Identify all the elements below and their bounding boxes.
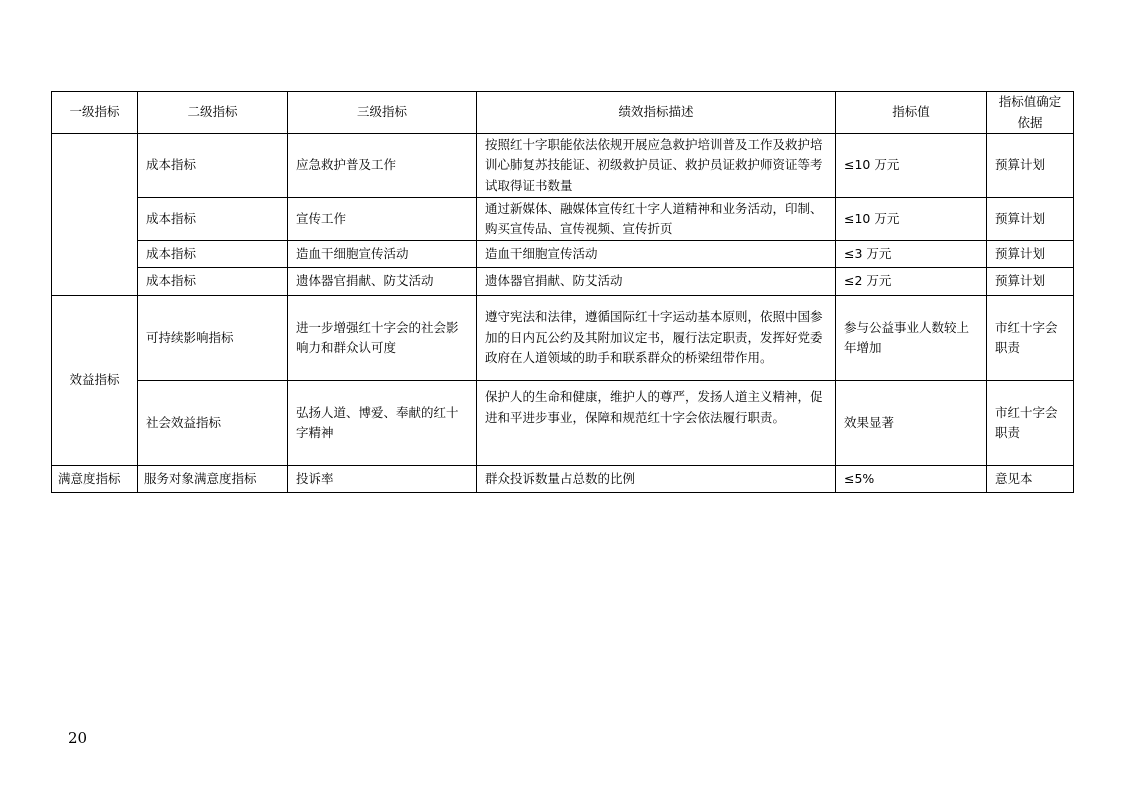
basis-cell: 市红十字会职责 (987, 381, 1074, 466)
level2-cell: 服务对象满意度指标 (138, 466, 288, 493)
table-row (52, 381, 1074, 466)
level3-cell: 造血干细胞宣传活动 (288, 241, 477, 268)
level2-cell: 成本指标 (138, 241, 288, 268)
level2-cell: 社会效益指标 (138, 381, 288, 466)
basis-cell: 预算计划 (987, 134, 1074, 198)
level2-cell: 成本指标 (138, 268, 288, 296)
basis-cell: 预算计划 (987, 268, 1074, 296)
level2-cell: 成本指标 (138, 134, 288, 198)
header-level3: 三级指标 (288, 92, 477, 134)
level3-cell: 遗体器官捐献、防艾活动 (288, 268, 477, 296)
level3-cell: 进一步增强红十字会的社会影响力和群众认可度 (288, 296, 477, 381)
performance-indicator-table (51, 91, 1074, 493)
header-basis: 指标值确定依据 (987, 92, 1074, 134)
basis-cell: 意见本 (987, 466, 1074, 493)
basis-cell: 市红十字会职责 (987, 296, 1074, 381)
level3-cell: 投诉率 (288, 466, 477, 493)
level1-cell-empty (52, 134, 138, 296)
table-row (52, 241, 1074, 268)
header-level2: 二级指标 (138, 92, 288, 134)
level3-cell: 宣传工作 (288, 198, 477, 241)
basis-cell: 预算计划 (987, 241, 1074, 268)
description-cell: 遗体器官捐献、防艾活动 (477, 268, 836, 296)
value-cell: 效果显著 (836, 381, 987, 466)
description-cell: 通过新媒体、融媒体宣传红十字人道精神和业务活动，印制、购买宣传品、宣传视频、宣传折页 (477, 198, 836, 241)
table-row (52, 134, 1074, 198)
level1-cell-benefit: 效益指标 (52, 296, 138, 466)
description-cell: 造血干细胞宣传活动 (477, 241, 836, 268)
table-row (52, 268, 1074, 296)
description-cell: 群众投诉数量占总数的比例 (477, 466, 836, 493)
value-cell: ≤2 万元 (836, 268, 987, 296)
value-cell: ≤10 万元 (836, 198, 987, 241)
level3-cell: 弘扬人道、博爱、奉献的红十字精神 (288, 381, 477, 466)
level2-cell: 成本指标 (138, 198, 288, 241)
description-cell: 按照红十字职能依法依规开展应急救护培训普及工作及救护培训心肺复苏技能证、初级救护员证、救护员证救护师资证等考试取得证书数量 (477, 134, 836, 198)
table-header-row (52, 92, 1074, 134)
description-cell: 保护人的生命和健康，维护人的尊严，发扬人道主义精神，促进和平进步事业，保障和规范红十字会依法履行职责。 (477, 381, 836, 466)
level2-cell: 可持续影响指标 (138, 296, 288, 381)
description-cell: 遵守宪法和法律，遵循国际红十字运动基本原则，依照中国参加的日内瓦公约及其附加议定书，履行法定职责，发挥好党委政府在人道领域的助手和联系群众的桥梁纽带作用。 (477, 296, 836, 381)
value-cell: ≤5% (836, 466, 987, 493)
level3-cell: 应急救护普及工作 (288, 134, 477, 198)
table-row (52, 198, 1074, 241)
value-cell: 参与公益事业人数较上年增加 (836, 296, 987, 381)
table-row (52, 296, 1074, 381)
table-row (52, 466, 1074, 493)
value-cell: ≤10 万元 (836, 134, 987, 198)
page-number: 20 (68, 729, 88, 747)
header-description: 绩效指标描述 (477, 92, 836, 134)
value-cell: ≤3 万元 (836, 241, 987, 268)
basis-cell: 预算计划 (987, 198, 1074, 241)
header-value: 指标值 (836, 92, 987, 134)
level1-cell-satisfaction: 满意度指标 (52, 466, 138, 493)
header-level1: 一级指标 (52, 92, 138, 134)
